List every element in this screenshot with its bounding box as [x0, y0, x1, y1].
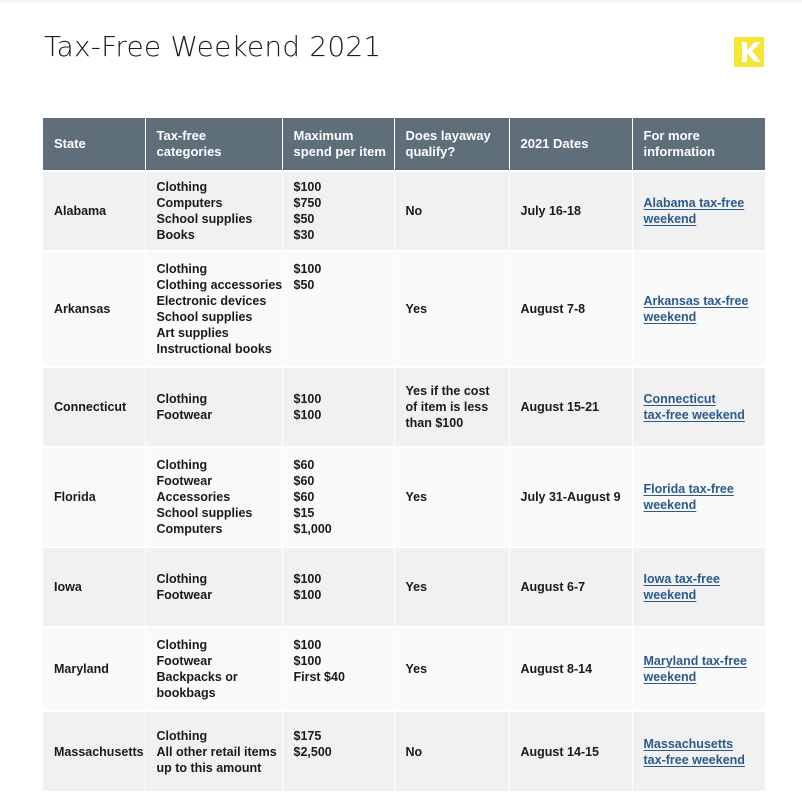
cell-layaway: [394, 367, 509, 447]
date-range: August 15-21: [520, 400, 599, 414]
max-spend-value: $100: [293, 262, 322, 276]
category-item: bookbags: [156, 686, 216, 700]
max-spend-value: $750: [293, 196, 322, 210]
info-link[interactable]: [644, 391, 756, 423]
cell-categories: [145, 367, 282, 447]
max-spend-value: $60: [293, 474, 315, 488]
cell-categories: [145, 627, 282, 711]
k-logo-icon: [734, 37, 764, 67]
max-spend-value: $100: [293, 638, 322, 652]
header-state: State: [43, 118, 145, 171]
category-item: School supplies: [156, 506, 253, 520]
info-link[interactable]: [644, 195, 756, 227]
info-link-text: tax-free weekend: [643, 752, 745, 767]
header-layaway: [394, 118, 509, 171]
info-link[interactable]: [644, 293, 756, 325]
table-body: [43, 171, 765, 791]
layaway-value: Yes: [405, 302, 428, 316]
cell-layaway: [394, 251, 509, 367]
header-info-line2: information: [643, 144, 715, 159]
state-name: Arkansas: [54, 302, 111, 316]
header-info: [632, 118, 765, 171]
date-range: August 7-8: [520, 302, 586, 316]
state-name: Florida: [54, 490, 96, 504]
cell-max-spend: [282, 367, 394, 447]
category-item: Clothing: [156, 572, 208, 586]
info-link[interactable]: [644, 736, 756, 768]
category-item: Clothing: [156, 728, 208, 743]
cell-info: [632, 367, 765, 447]
info-link-text: Alabama tax-free: [643, 196, 745, 210]
date-range: August 8-14: [520, 662, 593, 676]
max-spend-value: [294, 309, 384, 325]
cell-state: [43, 251, 145, 367]
cell-dates: [509, 171, 632, 251]
max-spend-value: $15: [293, 506, 315, 520]
layaway-value: No: [405, 744, 423, 759]
max-spend-value: $100: [293, 408, 322, 422]
state-name: Alabama: [54, 204, 107, 218]
header-info-line1: For more: [643, 128, 700, 143]
cell-categories: [145, 251, 282, 367]
info-link[interactable]: [644, 571, 756, 603]
cell-categories: [145, 171, 282, 251]
max-spend-value: $2,500: [293, 744, 332, 759]
category-item: Footwear: [156, 408, 213, 422]
max-spend-value: $100: [293, 572, 322, 586]
cell-categories: [145, 711, 282, 791]
cell-info: [632, 447, 765, 547]
state-name: Maryland: [54, 662, 109, 676]
category-item: School supplies: [156, 310, 253, 324]
cell-max-spend: [282, 251, 394, 367]
cell-dates: [509, 627, 632, 711]
table-row: [43, 627, 765, 711]
info-link-text: Massachusetts: [643, 736, 734, 751]
cell-info: [632, 711, 765, 791]
category-item: up to this amount: [156, 760, 262, 775]
category-item: Clothing: [156, 180, 208, 194]
info-link-text: weekend: [643, 588, 697, 602]
layaway-value: Yes: [405, 662, 428, 676]
info-link-text: Florida tax-free: [643, 482, 734, 496]
table-row: [43, 447, 765, 547]
header-max-line1: Maximum: [293, 128, 354, 143]
cell-dates: [509, 367, 632, 447]
max-spend-value: [294, 760, 384, 776]
info-link-text: Arkansas tax-free: [643, 294, 749, 308]
category-item: Electronic devices: [156, 294, 267, 308]
cell-layaway: [394, 711, 509, 791]
layaway-value: Yes: [405, 580, 428, 594]
cell-info: [632, 251, 765, 367]
max-spend-value: [294, 325, 384, 341]
cell-info: [632, 547, 765, 627]
cell-state: [43, 711, 145, 791]
max-spend-value: $60: [293, 458, 315, 472]
cell-state: [43, 367, 145, 447]
category-item: School supplies: [156, 212, 253, 226]
category-item: Clothing: [156, 458, 208, 472]
max-spend-value: $60: [293, 490, 315, 504]
state-name: Massachusetts: [54, 744, 144, 759]
cell-dates: [509, 447, 632, 547]
max-spend-value: $50: [293, 212, 315, 226]
table-header-row: [43, 118, 765, 171]
header-dates: 2021 Dates: [509, 118, 632, 171]
cell-max-spend: [282, 711, 394, 791]
header-layaway-line1: Does layaway: [405, 128, 491, 143]
cell-dates: [509, 547, 632, 627]
category-item: Accessories: [156, 490, 231, 504]
max-spend-value: [294, 341, 384, 357]
top-divider: [0, 0, 802, 3]
tax-free-table: [43, 118, 765, 791]
info-link[interactable]: [644, 653, 756, 685]
cell-info: [632, 627, 765, 711]
layaway-value: Yes if the cost of item is less than $100: [405, 384, 490, 430]
page-title: Tax-Free Weekend 2021: [44, 30, 382, 63]
cell-categories: [145, 547, 282, 627]
state-name: Connecticut: [54, 400, 127, 414]
category-item: All other retail items: [156, 744, 277, 759]
layaway-value: No: [405, 204, 423, 218]
info-link[interactable]: [644, 481, 756, 513]
table-row: [43, 367, 765, 447]
max-spend-value: [294, 293, 384, 309]
table-row: [43, 251, 765, 367]
cell-dates: [509, 711, 632, 791]
cell-layaway: [394, 447, 509, 547]
cell-max-spend: [282, 447, 394, 547]
info-link-text: Connecticut: [643, 392, 716, 406]
layaway-value: Yes: [405, 490, 428, 504]
date-range: July 16-18: [520, 204, 581, 218]
cell-max-spend: [282, 627, 394, 711]
max-spend-value: $100: [293, 654, 322, 668]
category-item: Footwear: [156, 654, 213, 668]
info-link-text: weekend: [643, 670, 697, 684]
category-item: Books: [156, 228, 195, 242]
max-spend-value: $100: [293, 392, 322, 406]
info-link-text: tax-free weekend: [643, 408, 745, 422]
category-item: Clothing: [156, 638, 208, 652]
info-link-text: weekend: [643, 212, 697, 226]
table-row: [43, 171, 765, 251]
category-item: Instructional books: [156, 342, 272, 356]
cell-state: [43, 171, 145, 251]
header-layaway-line2: qualify?: [405, 144, 456, 159]
category-item: Footwear: [156, 474, 213, 488]
info-link-text: Maryland tax-free: [643, 654, 748, 668]
cell-dates: [509, 251, 632, 367]
cell-state: [43, 627, 145, 711]
table-row: [43, 711, 765, 791]
max-spend-value: First $40: [293, 670, 345, 684]
info-link-text: weekend: [643, 498, 697, 512]
category-item: Computers: [156, 196, 223, 210]
cell-state: [43, 447, 145, 547]
table-row: [43, 547, 765, 627]
max-spend-value: $1,000: [293, 522, 332, 536]
category-item: Footwear: [156, 588, 213, 602]
category-item: Art supplies: [156, 326, 229, 340]
category-item: Clothing: [156, 262, 208, 276]
max-spend-value: $30: [293, 228, 315, 242]
cell-layaway: [394, 547, 509, 627]
date-range: July 31-August 9: [520, 490, 621, 504]
category-item: Computers: [156, 522, 223, 536]
info-link-text: weekend: [643, 310, 697, 324]
max-spend-value: $100: [293, 180, 322, 194]
date-range: August 14-15: [520, 744, 599, 759]
date-range: August 6-7: [520, 580, 586, 594]
cell-categories: [145, 447, 282, 547]
header-max-line2: spend per item: [293, 144, 386, 159]
max-spend-value: $175: [293, 728, 322, 743]
max-spend-value: $50: [293, 278, 315, 292]
cell-info: [632, 171, 765, 251]
cell-layaway: [394, 627, 509, 711]
max-spend-value: [294, 685, 384, 701]
header-categories: Tax-free categories: [145, 118, 282, 171]
category-item: Backpacks or: [156, 670, 238, 684]
category-item: Clothing: [156, 392, 208, 406]
cell-max-spend: [282, 171, 394, 251]
state-name: Iowa: [54, 580, 82, 594]
cell-max-spend: [282, 547, 394, 627]
max-spend-value: $100: [293, 588, 322, 602]
info-link-text: Iowa tax-free: [643, 572, 720, 586]
header-max-spend: [282, 118, 394, 171]
category-item: Clothing accessories: [156, 278, 283, 292]
cell-state: [43, 547, 145, 627]
cell-layaway: [394, 171, 509, 251]
